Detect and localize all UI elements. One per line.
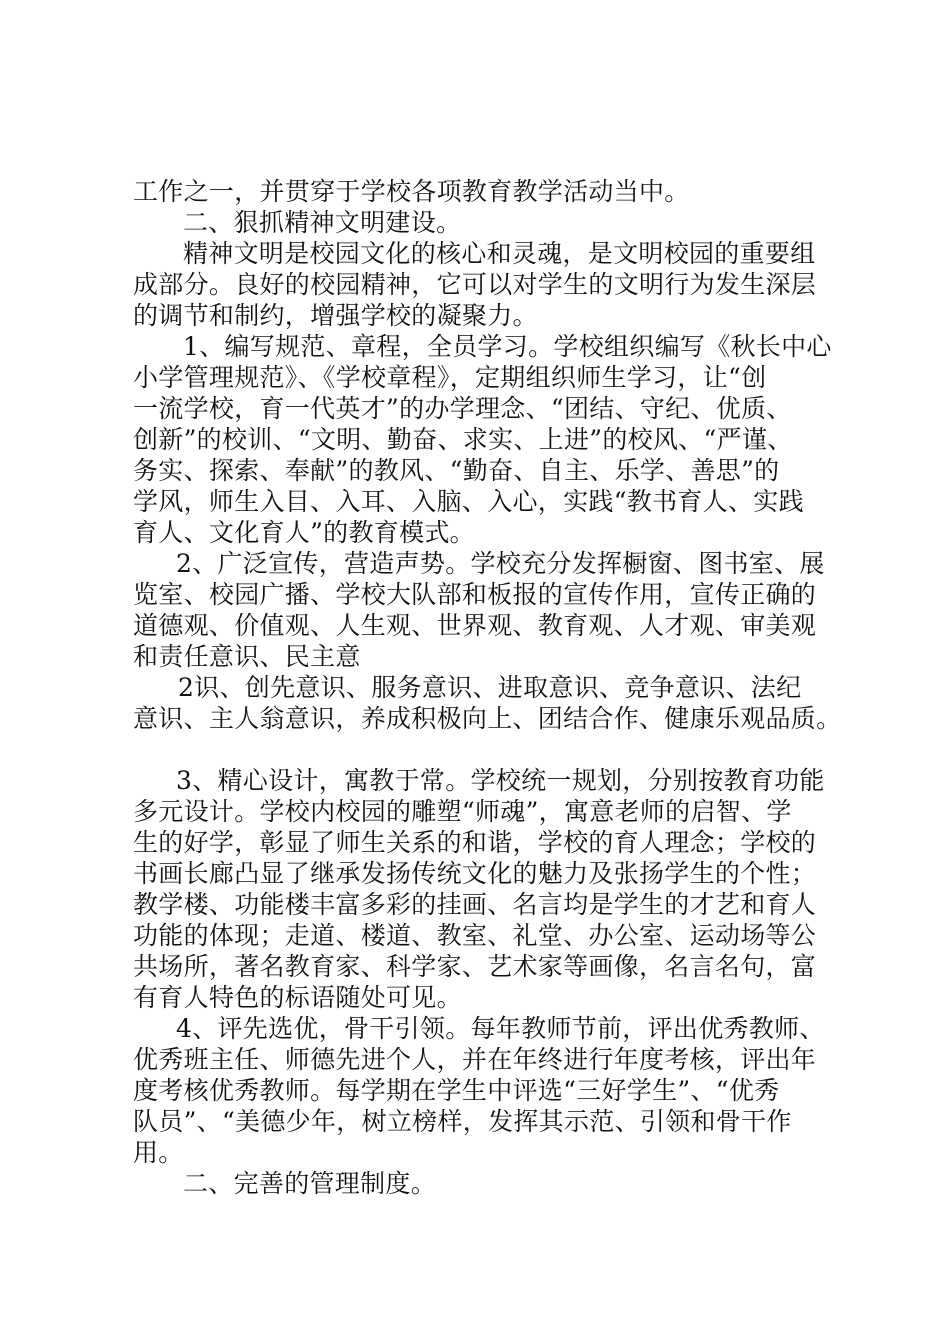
section-heading: 二、完善的管理制度。 (183, 1169, 437, 1198)
text-line: 生的好学，彰显了师生关系的和谐，学校的育人理念；学校的 (133, 828, 817, 857)
text-line: 优秀班主任、师德先进个人，并在年终进行年度考核，评出年 (133, 1045, 817, 1074)
text-line: 小学管理规范》、《学校章程》，定期组织师生学习，让“创 (133, 363, 767, 392)
text-line: 和责任意识、民主意 (133, 642, 361, 671)
text-line: 览室、校园广播、学校大队部和板报的宣传作用，宣传正确的 (133, 580, 817, 609)
text-line: 一流学校，育一代英才”的办学理念、“团结、守纪、优质、 (133, 394, 792, 423)
text-line: 务实、探索、奉献”的教风、“勤奋、自主、乐学、善思”的 (133, 456, 780, 485)
text-line: 学风，师生入目、入耳、入脑、入心，实践“教书育人、实践 (133, 487, 804, 516)
text-line: 工作之一，并贯穿于学校各项教育教学活动当中。 (133, 177, 690, 206)
text-line: 成部分。良好的校园精神，它可以对学生的文明行为发生深层 (133, 270, 817, 299)
text-line: 道德观、价值观、人生观、世界观、教育观、人才观、审美观 (133, 611, 817, 640)
text-line: 2、广泛宣传，营造声势。学校充分发挥橱窗、图书室、展 (176, 549, 825, 578)
text-line: 书画长廊凸显了继承发扬传统文化的魅力及张扬学生的个性； (133, 859, 817, 888)
text-line: 用。 (133, 1138, 184, 1167)
text-line: 精神文明是校园文化的核心和灵魂，是文明校园的重要组 (183, 239, 816, 268)
text-line: 2识、创先意识、服务意识、进取意识、竞争意识、法纪 (178, 673, 802, 702)
text-line: 意识、主人翁意识，养成积极向上、团结合作、健康乐观品质。 (133, 704, 842, 733)
text-line: 3、精心设计，寓教于常。学校统一规划，分别按教育功能 (176, 766, 825, 795)
text-line: 有育人特色的标语随处可见。 (133, 983, 462, 1012)
section-heading: 二、狠抓精神文明建设。 (183, 208, 462, 237)
text-line: 队员”、“美德少年，树立榜样，发挥其示范、引领和骨干作 (133, 1107, 792, 1136)
text-line: 教学楼、功能楼丰富多彩的挂画、名言均是学生的才艺和育人 (133, 890, 817, 919)
text-line: 功能的体现；走道、楼道、教室、礼堂、办公室、运动场等公 (133, 921, 817, 950)
text-line: 4、评先选优，骨干引领。每年教师节前，评出优秀教师、 (176, 1014, 825, 1043)
text-line: 度考核优秀教师。每学期在学生中评选“三好学生”、“优秀 (133, 1076, 780, 1105)
text-line: 1、编写规范、章程，全员学习。学校组织编写《秋长中心 (183, 332, 832, 361)
text-line: 多元设计。学校内校园的雕塑“师魂”，寓意老师的启智、学 (133, 797, 792, 826)
text-line: 共场所，著名教育家、科学家、艺术家等画像，名言名句，富 (133, 952, 817, 981)
text-line: 创新”的校训、“文明、勤奋、求实、上进”的校风、“严谨、 (133, 425, 793, 454)
text-line: 育人、文化育人”的教育模式。 (133, 518, 475, 547)
text-line: 的调节和制约，增强学校的凝聚力。 (133, 301, 538, 330)
